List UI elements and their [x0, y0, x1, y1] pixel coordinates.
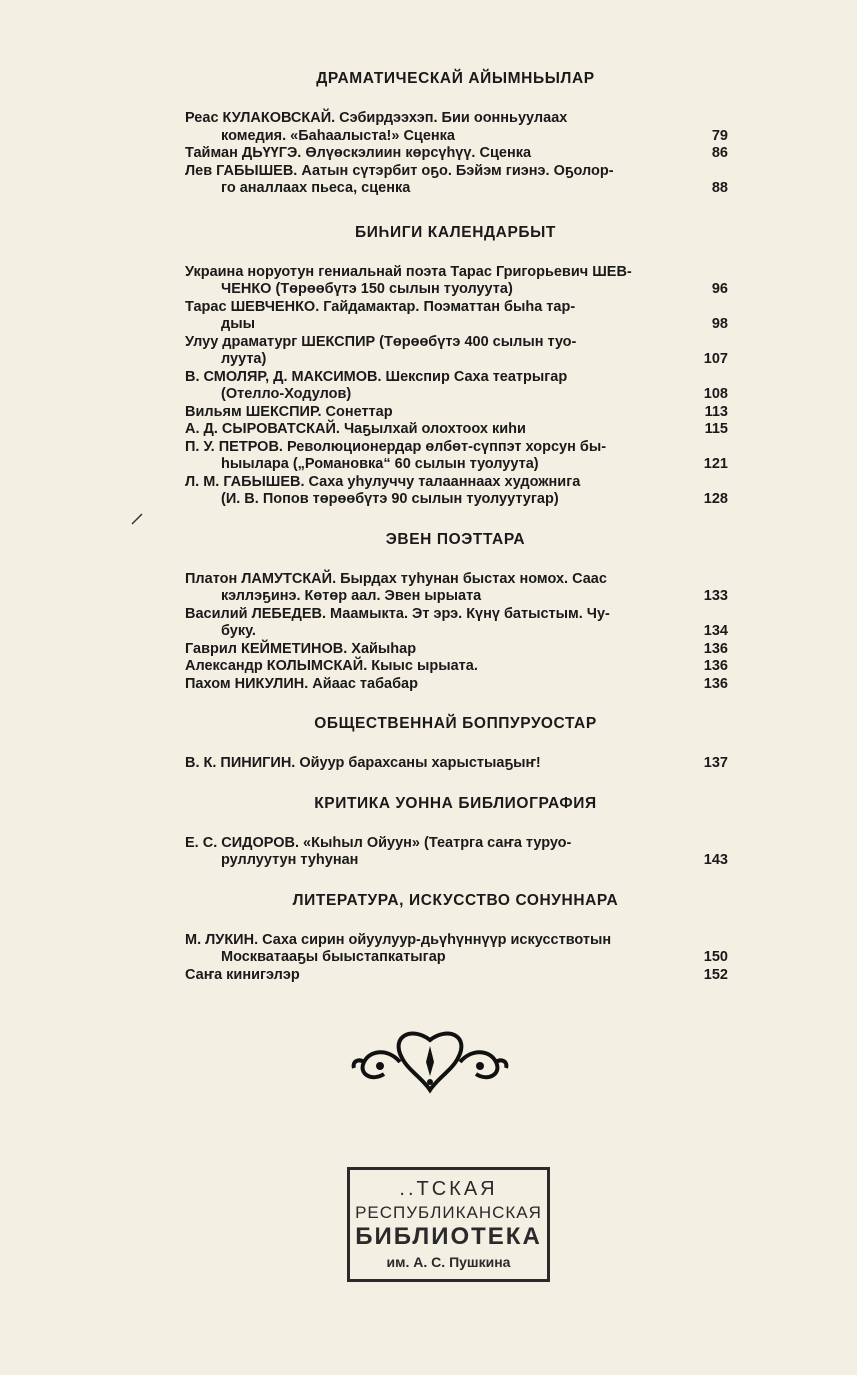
table-of-contents: [183, 70, 728, 984]
page-number: 79: [711, 127, 728, 144]
entry-line-2: го аналлаах пьеса, сценка: [221, 180, 411, 196]
entry-line-1: Тайман ДЬҮҮГЭ. Өлүөскэлиин көрсүһүү. Сценка: [185, 145, 532, 161]
toc-entry: [183, 369, 728, 404]
entry-text: [183, 264, 694, 299]
entry-text: [183, 439, 694, 474]
entry-line-2: луута): [221, 351, 267, 367]
section-title: ОБЩЕСТВЕННАЙ БОППУРУОСТАР: [314, 715, 597, 732]
entry-text: [183, 967, 694, 985]
entry-line-1: Улуу драматург ШЕКСПИР (Төрөөбүтэ 400 сылын туо-: [185, 333, 577, 350]
entry-line-1: Александр КОЛЫМСКАЙ. Кыыс ырыата.: [185, 658, 478, 674]
entry-line-1: Лев ГАБЫШЕВ. Аатын сүтэрбит оҕо. Бэйэм гиэнэ. Оҕолор-: [185, 162, 614, 179]
library-stamp: [347, 1167, 550, 1282]
entry-line-1: Саҥа кинигэлэр: [185, 966, 300, 983]
toc-entry: [183, 163, 728, 198]
section-title: КРИТИКА УОННА БИБЛИОГРАФИЯ: [314, 794, 597, 812]
entry-line-1: М. ЛУКИН. Саха сирин ойуулуур-дьүһүннүүр искусствотын: [185, 931, 612, 948]
entry-line-2: (Отелло-Ходулов): [221, 386, 352, 402]
entry-text: [183, 299, 694, 334]
page-number: 134: [703, 623, 728, 639]
stamp-line-1: ..ТСКАЯ: [399, 1178, 498, 1200]
entry-line-1: Украина норуотун гениальнай поэта Тарас Григорьевич ШЕВ-: [185, 263, 632, 280]
toc-entry: [183, 932, 728, 967]
stamp-line-4: им. А. С. Пушкина: [386, 1254, 511, 1270]
entry-text: [183, 641, 694, 659]
toc-entry: [183, 334, 728, 369]
entry-line-2: (И. В. Попов төрөөбүтэ 90 сылын туолуутугар): [221, 491, 559, 507]
page-number: 136: [703, 675, 728, 692]
entry-text: [183, 163, 694, 198]
entry-line-2: руллуутун туһунан: [221, 852, 359, 868]
toc-entry: [183, 264, 728, 299]
page-number: 128: [703, 491, 728, 507]
section-title: ЭВЕН ПОЭТТАРА: [385, 530, 526, 548]
entry-line-2: комедия. «Баһаалыста!» Сценка: [221, 127, 455, 144]
page-number: 113: [704, 403, 728, 420]
page-number: 143: [703, 852, 728, 868]
entry-text: [183, 606, 694, 641]
entry-line-1: Вильям ШЕКСПИР. Сонеттар: [185, 403, 393, 420]
page-number: 150: [703, 949, 728, 965]
entry-line-1: П. У. ПЕТРОВ. Революционердар өлбөт-сүппэт хорсун бы-: [185, 438, 607, 455]
entry-text: [183, 145, 694, 163]
entry-line-2: дыы: [221, 316, 255, 332]
entry-line-1: В. К. ПИНИГИН. Ойуур барахсаны харыстыаҕыҥ!: [185, 755, 541, 771]
page-number: 115: [704, 421, 728, 437]
entry-line-1: Тарас ШЕВЧЕНКО. Гайдамактар. Поэматтан быһа тар-: [185, 298, 576, 315]
entry-text: [183, 658, 694, 676]
section-title: БИҺИГИ КАЛЕНДАРБЫТ: [355, 223, 556, 241]
entry-text: [183, 369, 694, 404]
section-title: ДРАМАТИЧЕСКАЙ АЙЫМНЬЫЛАР: [316, 70, 595, 87]
toc-entry: [183, 439, 728, 474]
page-number: 136: [703, 658, 728, 674]
section-title: ЛИТЕРАТУРА, ИСКУССТВО СОНУННАРА: [292, 891, 619, 909]
toc-entry: [183, 835, 728, 870]
entry-line-1: Гаврил КЕЙМЕТИНОВ. Хайыһар: [185, 640, 417, 657]
entry-line-1: А. Д. СЫРОВАТСКАЙ. Чаҕылхай олохтоох киһи: [185, 421, 526, 437]
page-number: 98: [711, 316, 728, 332]
entry-line-2: буку.: [221, 623, 256, 639]
entry-line-1: Платон ЛАМУТСКАЙ. Бырдах туһунан быстах номох. Саас: [185, 570, 607, 587]
entry-line-2: кэллэҕинэ. Көтөр аал. Эвен ырыата: [221, 588, 482, 604]
toc-entry: [183, 571, 728, 606]
ornament-icon: [350, 1028, 510, 1098]
entry-line-1: Василий ЛЕБЕДЕВ. Маамыкта. Эт эрэ. Күнү батыстым. Чу-: [185, 605, 610, 622]
entry-line-1: В. СМОЛЯР, Д. МАКСИМОВ. Шекспир Саха театрыгар: [185, 368, 568, 385]
entry-line-2: Москватааҕы быыстапкатыгар: [221, 949, 446, 965]
entry-text: [183, 932, 694, 967]
toc-entry: [183, 676, 728, 694]
entry-line-2: һыылара („Романовка“ 60 сылын туолуута): [221, 456, 539, 472]
page-number: 86: [711, 145, 728, 161]
toc-entry: [183, 404, 728, 422]
toc-entry: [183, 658, 728, 676]
page-number: 133: [703, 588, 728, 604]
entry-text: [183, 571, 694, 606]
page-number: 107: [703, 351, 728, 367]
page-number: 88: [711, 180, 728, 196]
entry-line-1: Реас КУЛАКОВСКАЙ. Сэбирдээхэп. Бии оонньуулаах: [185, 110, 568, 126]
page-number: 152: [703, 966, 728, 983]
toc-entry: [183, 421, 728, 439]
stamp-line-3: БИБЛИОТЕКА: [355, 1223, 542, 1250]
page-number: 137: [703, 755, 728, 771]
toc-entry: [183, 474, 728, 509]
entry-text: [183, 404, 694, 422]
toc-entry: [183, 641, 728, 659]
stamp-line-2: РЕСПУБЛИКАНСКАЯ: [355, 1203, 542, 1222]
entry-text: [183, 110, 694, 145]
entry-text: [183, 421, 694, 439]
page-number: 96: [711, 281, 728, 297]
entry-line-2: ЧЕНКО (Төрөөбүтэ 150 сылын туолуута): [221, 281, 513, 297]
page-number: 136: [703, 640, 728, 657]
toc-entry: [183, 606, 728, 641]
toc-entry: [183, 299, 728, 334]
entry-line-1: Л. М. ГАБЫШЕВ. Саха уһулуччу талааннаах художнига: [185, 473, 581, 490]
page-number: 108: [703, 386, 728, 402]
toc-entry: [183, 110, 728, 145]
entry-text: [183, 835, 694, 870]
toc-entry: [183, 755, 728, 773]
entry-text: [183, 676, 694, 694]
toc-entry: [183, 145, 728, 163]
toc-entry: [183, 967, 728, 985]
entry-line-1: Е. С. СИДОРОВ. «Кыһыл Ойуун» (Театрга саҥа туруо-: [185, 834, 572, 851]
page-number: 121: [703, 456, 728, 472]
entry-line-1: Пахом НИКУЛИН. Айаас табабар: [185, 675, 418, 692]
entry-text: [183, 334, 694, 369]
scratch-mark: [130, 512, 144, 526]
entry-text: [183, 474, 694, 509]
entry-text: [183, 755, 694, 773]
